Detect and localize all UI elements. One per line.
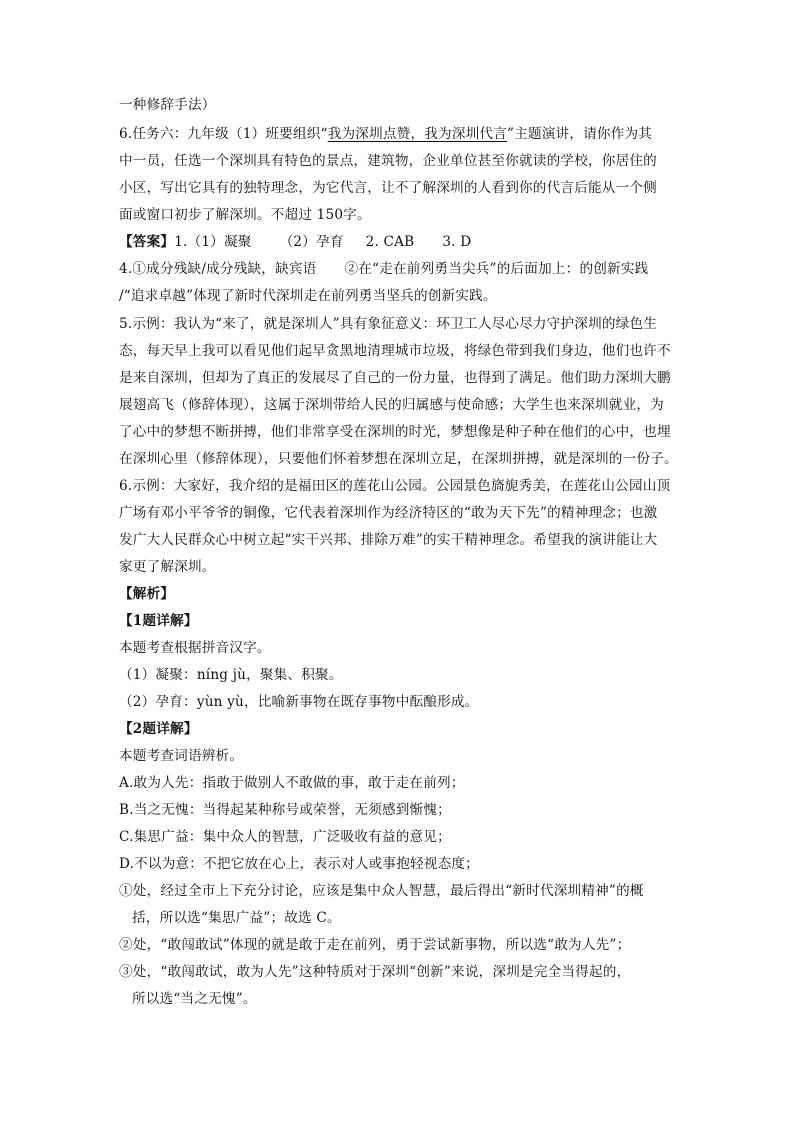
analysis-label: 【解析】	[119, 586, 175, 602]
q2-point-1-line-1: ①处，经过全市上下充分讨论，应该是集中众人智慧，最后得出“新时代深圳精神”的概	[119, 883, 644, 899]
q2-point-2: ②处，“敢闯敢试”体现的就是敢于走在前列，勇于尝试新事物，所以选“敢为人先”；	[119, 937, 631, 953]
answer-2: 2. CAB	[365, 234, 415, 250]
q2-detail-label: 【2题详解】	[119, 721, 198, 737]
answer-5-line-4: 展翅高飞（修辞体现），这属于深圳带给人民的归属感与使命感；大学生也来深圳就业，为	[119, 397, 664, 413]
q1-detail-intro: 本题考查根据拼音汉字。	[119, 640, 271, 656]
answer-6-line-3: 发广大人民群众心中树立起“实干兴邦、排除万难”的实干精神理念。希望我的演讲能让大	[119, 532, 658, 548]
answer-5-line-6: 在深圳心里（修辞体现），只要他们怀着梦想在深圳立足，在深圳拼搏，就是深圳的一份子。	[119, 451, 678, 467]
q6-intro-tail: 一种修辞手法）	[119, 97, 216, 113]
answer-1-1: 1.（1）凝聚	[174, 234, 252, 250]
q6-line-1	[119, 124, 652, 144]
answer-4-line-2: /“追求卓越”体现了新时代深圳走在前列勇当坚兵的创新实践。	[119, 288, 497, 304]
answer-3: 3. D	[442, 234, 472, 250]
q2-point-1-line-2: 括，所以选“集思广益”；故选 C。	[132, 910, 341, 926]
q1-detail-item-2: （2）孕育：yùn yù，比喻新事物在既存事物中酝酿形成。	[119, 694, 479, 710]
answer-4-line-1	[119, 259, 648, 279]
q2-detail-intro: 本题考查词语辨析。	[119, 748, 244, 764]
q1-detail-item-1: （1）凝聚：níng jù，聚集、积聚。	[119, 667, 343, 683]
q2-option-b: B.当之无愧：当得起某种称号或荣誉，无须感到惭愧；	[119, 802, 451, 818]
answer-6-line-4: 家更了解深圳。	[119, 559, 216, 575]
answer-6-line-1: 6.示例：大家好，我介绍的是福田区的莲花山公园。公园景色旖旎秀美，在莲花山公园山顶	[119, 478, 671, 494]
answer-5-line-2: 态，每天早上我可以看见他们起早贪黑地清理城市垃圾，将绿色带到我们身边，他们也许不	[119, 343, 671, 359]
q2-point-3-line-1: ③处，“敢闯敢试，敢为人先”这种特质对于深圳“创新”来说，深圳是完全当得起的，	[119, 964, 631, 980]
q1-detail-label: 【1题详解】	[119, 613, 198, 629]
answer-line	[119, 232, 471, 252]
q6-line-3: 小区，写出它具有的独特理念，为它代言，让不了解深圳的人看到你的代言后能从一个侧	[119, 180, 657, 196]
answer-6-line-2: 广场有邓小平爷爷的铜像，它代表着深圳作为经济特区的“敢为天下先”的精神理念；也激	[119, 505, 658, 521]
q6-line-2: 中一员，任选一个深圳具有特色的景点，建筑物，企业单位甚至你就读的学校，你居住的	[119, 153, 657, 169]
answer-4-part-1: 4.①成分残缺/成分残缺，缺宾语	[119, 261, 317, 277]
q6-suffix: ”主题演讲，请你作为其	[507, 126, 653, 142]
answer-4-part-2: ②在“走在前列勇当尖兵”的后面加上：的创新实践	[344, 261, 649, 277]
answer-5-line-5: 了心中的梦想不断拼搏，他们非常享受在深圳的时光，梦想像是种子种在他们的心中，也埋	[119, 424, 671, 440]
q6-line-4: 面或窗口初步了解深圳。不超过 150字。	[119, 207, 371, 223]
answer-5-line-1: 5.示例：我认为“来了，就是深圳人”具有象征意义：环卫工人尽心尽力守护深圳的绿色生	[119, 316, 658, 332]
q2-option-a: A.敢为人先：指敢于做别人不敢做的事，敢于走在前列；	[119, 775, 465, 791]
q6-underlined-theme: 我为深圳点赞，我为深圳代言	[327, 126, 508, 142]
q6-prefix: 6.任务六：九年级（1）班要组织“	[119, 126, 328, 142]
q2-option-c: C.集思广益：集中众人的智慧，广泛吸收有益的意见；	[119, 829, 451, 845]
answer-label: 【答案】	[119, 234, 175, 250]
q2-point-3-line-2: 所以选“当之无愧”。	[132, 991, 257, 1007]
q2-option-d: D.不以为意：不把它放在心上，表示对人或事抱轻视态度；	[119, 856, 479, 872]
answer-5-line-3: 是来自深圳，但却为了真正的发展尽了自己的一份力量，也得到了满足。他们助力深圳大鹏	[119, 370, 671, 386]
answer-1-2: （2）孕育	[279, 234, 344, 250]
